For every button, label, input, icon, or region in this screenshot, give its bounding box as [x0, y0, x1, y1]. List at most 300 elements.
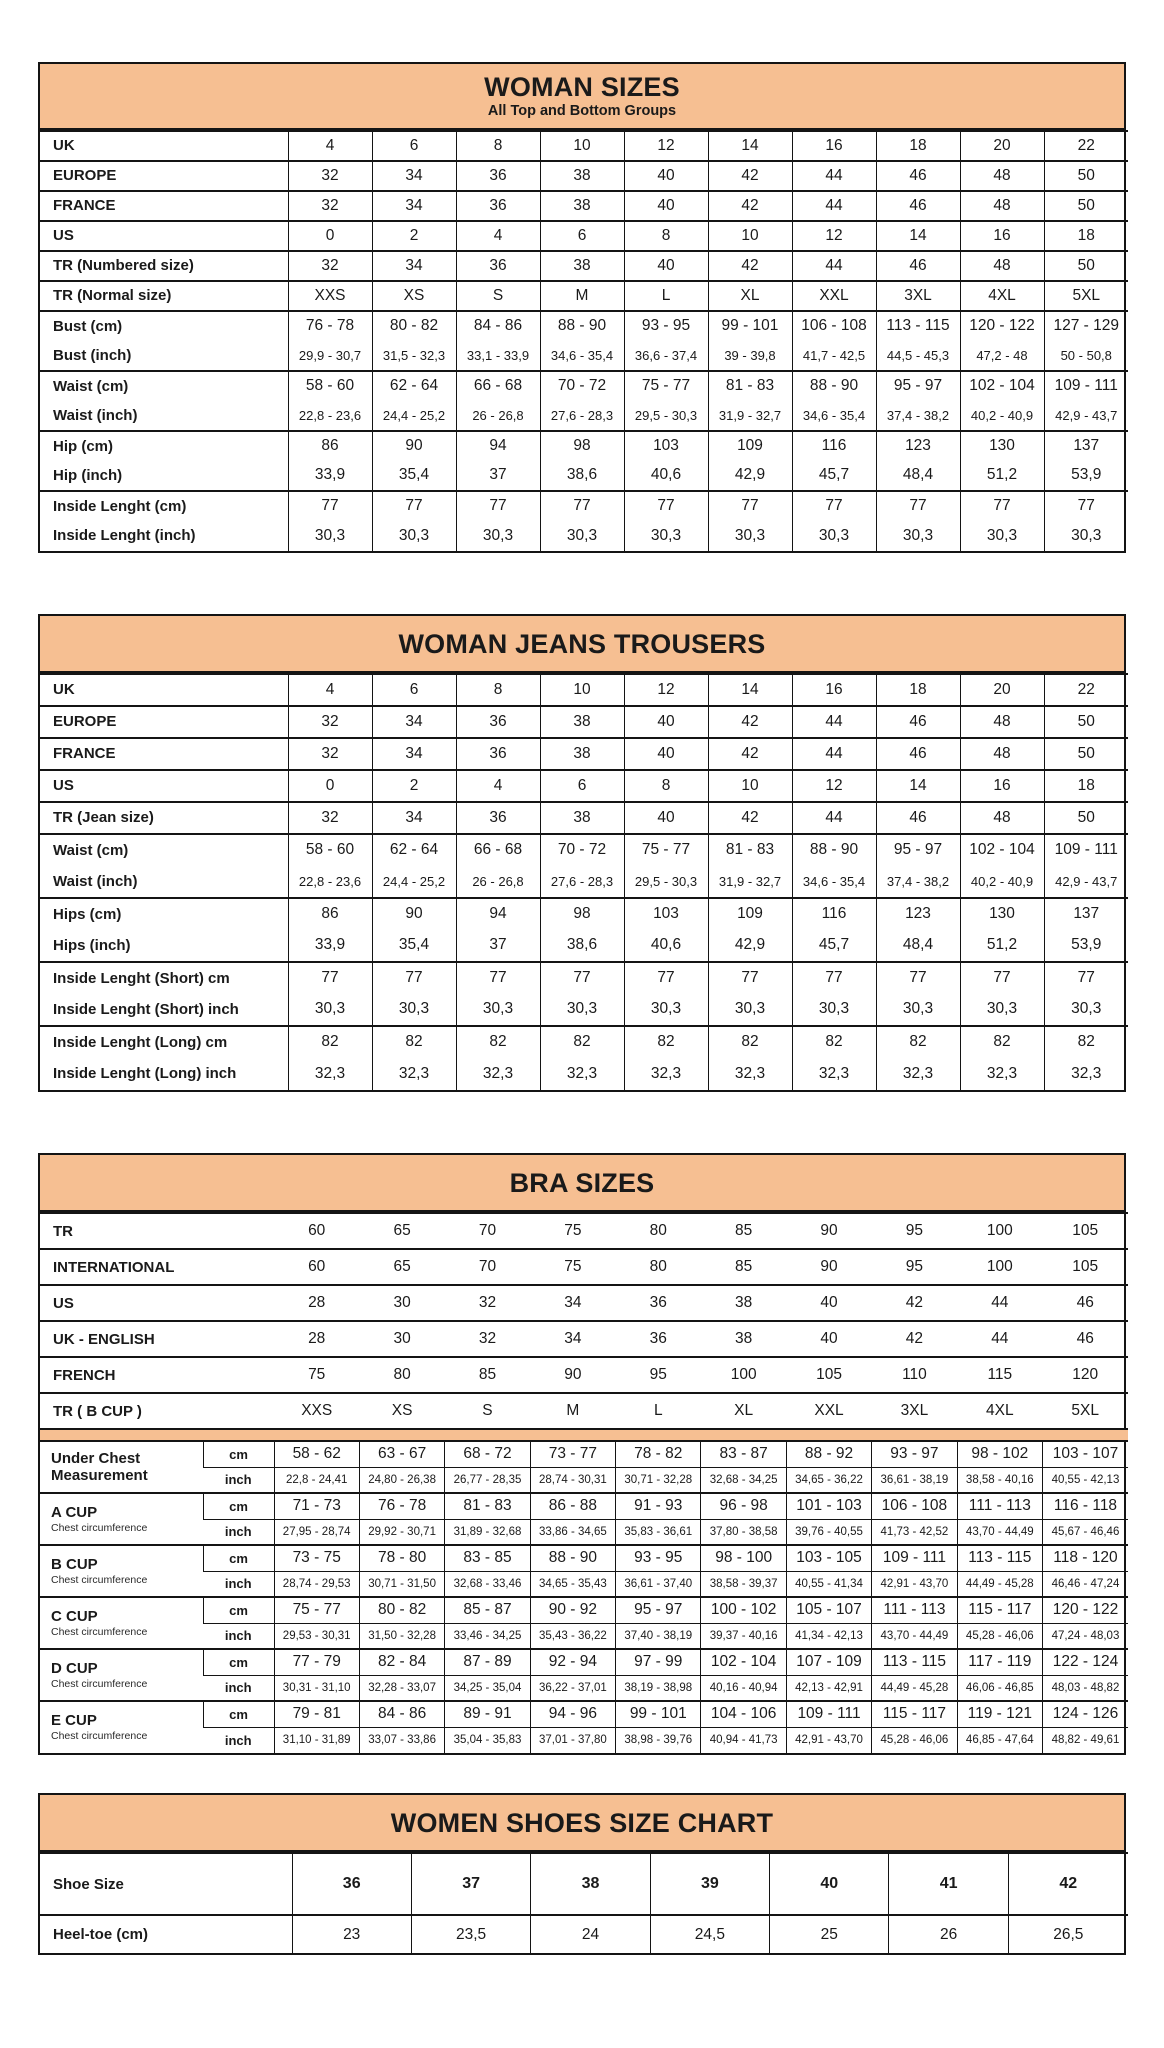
data-cell: 22	[1044, 674, 1128, 706]
data-cell: 102 - 104	[960, 834, 1044, 866]
data-cell: 16	[960, 221, 1044, 251]
data-cell: 36	[456, 706, 540, 738]
data-cell: 6	[372, 131, 456, 161]
data-cell: 80	[649, 1258, 667, 1276]
table-row	[40, 1675, 1128, 1701]
data-cell: 44	[991, 1330, 1009, 1348]
data-cell: 24,4 - 25,2	[372, 866, 456, 898]
data-cell: 109	[708, 431, 792, 461]
data-cell: 28,74 - 29,53	[274, 1571, 359, 1597]
cup-label: D CUP	[51, 1659, 98, 1677]
divider-band	[40, 1429, 1128, 1441]
data-cell: 44	[792, 161, 876, 191]
data-cell: 26 - 26,8	[456, 866, 540, 898]
data-cell: 40	[624, 706, 708, 738]
data-cell: 40	[624, 251, 708, 281]
data-cell: 30,3	[708, 521, 792, 551]
data-cell: 105	[816, 1366, 842, 1384]
data-cell: 93 - 97	[872, 1441, 957, 1467]
woman-jeans-header	[40, 616, 1124, 673]
table-row	[40, 1545, 1128, 1571]
row-label-cell: Bust (inch)	[53, 346, 132, 364]
data-cell: 137	[1044, 431, 1128, 461]
data-cell: 82	[876, 1026, 960, 1058]
data-cell: 42,13 - 42,91	[786, 1675, 871, 1701]
bra-sizes-grid	[40, 1212, 1124, 1753]
data-cell: 4XL	[986, 1402, 1014, 1420]
data-cell: 10	[540, 131, 624, 161]
data-cell: 4	[288, 674, 372, 706]
row-label-cell	[40, 1701, 203, 1753]
data-cell: 95 - 97	[616, 1597, 701, 1623]
data-cell: 42,91 - 43,70	[872, 1571, 957, 1597]
row-label-cell: Inside Lenght (cm)	[53, 497, 187, 515]
women-shoes-table	[38, 1793, 1126, 1955]
data-cell: 41	[889, 1853, 1008, 1915]
data-cell: 34,6 - 35,4	[540, 341, 624, 371]
data-cell: 45,28 - 46,06	[872, 1727, 957, 1753]
data-cell: 29,5 - 30,3	[624, 866, 708, 898]
data-cell: 34	[372, 738, 456, 770]
data-cell: 30,3	[876, 521, 960, 551]
data-cell: 40,2 - 40,9	[960, 401, 1044, 431]
data-cell: 94	[456, 898, 540, 930]
data-cell: 44	[792, 251, 876, 281]
row-label-cell	[40, 1545, 203, 1597]
data-cell: 109 - 111	[786, 1701, 871, 1727]
data-cell: 38,58 - 40,16	[957, 1467, 1042, 1493]
data-cell: 95	[905, 1258, 924, 1276]
data-cell: 48	[960, 738, 1044, 770]
data-cell: XXS	[301, 1402, 333, 1420]
data-cell: 38	[540, 706, 624, 738]
data-cell: 65	[393, 1258, 411, 1276]
data-cell: 106 - 108	[872, 1493, 957, 1519]
table-row	[40, 341, 1128, 371]
table-row	[40, 1393, 1128, 1429]
data-cell: 5XL	[1044, 281, 1128, 311]
data-cell: 90	[372, 898, 456, 930]
data-cell: 46,46 - 47,24	[1043, 1571, 1128, 1597]
data-cell: 36	[649, 1294, 667, 1312]
data-cell: 82	[960, 1026, 1044, 1058]
data-cell: 34	[372, 706, 456, 738]
data-cell: S	[456, 281, 540, 311]
table-row	[40, 1853, 1128, 1915]
data-cell: 30,3	[1044, 521, 1128, 551]
data-cell: 77	[876, 962, 960, 994]
data-cell: 30,31 - 31,10	[274, 1675, 359, 1701]
row-label-cell: TR (Jean size)	[53, 809, 154, 827]
data-cell: 77	[288, 491, 372, 521]
row-label-cell: Hips (cm)	[53, 905, 122, 923]
data-cell: 16	[792, 131, 876, 161]
data-cell: 40	[624, 191, 708, 221]
cup-sublabel: Chest circumference	[51, 1625, 148, 1638]
table-row	[40, 1519, 1128, 1545]
row-label-cell	[40, 1441, 203, 1493]
bra-sizes-header	[40, 1155, 1124, 1212]
data-cell: 65	[393, 1222, 411, 1240]
data-cell: 88 - 92	[786, 1441, 871, 1467]
row-label-cell: Waist (cm)	[53, 841, 129, 859]
data-cell: 85 - 87	[445, 1597, 530, 1623]
table-row	[40, 1026, 1128, 1058]
data-cell: 123	[876, 898, 960, 930]
data-cell: 12	[624, 674, 708, 706]
table-row	[40, 706, 1128, 738]
data-cell: 30,3	[540, 994, 624, 1026]
data-cell: 14	[876, 770, 960, 802]
data-cell: 35,04 - 35,83	[445, 1727, 530, 1753]
cup-label: B CUP	[51, 1555, 98, 1573]
data-cell: 31,5 - 32,3	[372, 341, 456, 371]
row-label-cell: UK	[53, 137, 75, 155]
data-cell: 90	[820, 1222, 838, 1240]
data-cell: 95	[649, 1366, 667, 1384]
data-cell: 109 - 111	[1044, 834, 1128, 866]
data-cell: 90 - 92	[530, 1597, 615, 1623]
data-cell: 8	[456, 674, 540, 706]
data-cell: 50	[1044, 706, 1128, 738]
table-row	[40, 491, 1128, 521]
data-cell: 94	[456, 431, 540, 461]
data-cell: 77	[960, 962, 1044, 994]
data-cell: 34,25 - 35,04	[445, 1675, 530, 1701]
data-cell: 32	[288, 738, 372, 770]
row-label-cell: Shoe Size	[53, 1875, 124, 1893]
row-label-cell: Inside Lenght (Short) inch	[53, 1000, 239, 1018]
data-cell: 79 - 81	[274, 1701, 359, 1727]
data-cell: 98 - 100	[701, 1545, 786, 1571]
data-cell: 77	[540, 962, 624, 994]
data-cell: 34	[564, 1294, 582, 1312]
data-cell: 101 - 103	[786, 1493, 871, 1519]
data-cell: 36,6 - 37,4	[624, 341, 708, 371]
data-cell: 50	[1044, 802, 1128, 834]
data-cell: 77	[1044, 962, 1128, 994]
data-cell: 28	[308, 1294, 326, 1312]
data-cell: L	[653, 1402, 663, 1420]
data-cell: 33,07 - 33,86	[359, 1727, 444, 1753]
data-cell: 115 - 117	[872, 1701, 957, 1727]
data-cell: 42,91 - 43,70	[786, 1727, 871, 1753]
data-cell: 113 - 115	[872, 1649, 957, 1675]
data-cell: 39,37 - 40,16	[701, 1623, 786, 1649]
woman-sizes-table	[38, 62, 1126, 553]
data-cell: 41,73 - 42,52	[872, 1519, 957, 1545]
table-row	[40, 1623, 1128, 1649]
data-cell: 30,3	[708, 994, 792, 1026]
unit-cell: inch	[203, 1571, 274, 1597]
data-cell: 77	[624, 491, 708, 521]
data-cell: 44,49 - 45,28	[957, 1571, 1042, 1597]
data-cell: 80 - 82	[372, 311, 456, 341]
data-cell: 51,2	[960, 930, 1044, 962]
data-cell: 38	[540, 738, 624, 770]
data-cell: 70 - 72	[540, 371, 624, 401]
woman-jeans-grid	[40, 673, 1124, 1090]
data-cell: 10	[708, 770, 792, 802]
row-label-cell: Inside Lenght (Long) cm	[53, 1033, 228, 1051]
data-cell: 24	[531, 1915, 650, 1953]
data-cell: 37	[456, 930, 540, 962]
data-cell: 73 - 75	[274, 1545, 359, 1571]
data-cell: XL	[708, 281, 792, 311]
data-cell: 81 - 83	[708, 371, 792, 401]
data-cell: 86 - 88	[530, 1493, 615, 1519]
data-cell: 42	[708, 802, 792, 834]
data-cell: 27,6 - 28,3	[540, 866, 624, 898]
row-label-cell	[40, 1597, 203, 1649]
data-cell: 130	[960, 898, 1044, 930]
woman-jeans-trousers-table	[38, 614, 1126, 1092]
table-row	[40, 131, 1128, 161]
data-cell: 14	[708, 131, 792, 161]
data-cell: 40	[820, 1330, 838, 1348]
data-cell: 34,6 - 35,4	[792, 866, 876, 898]
data-cell: 92 - 94	[530, 1649, 615, 1675]
data-cell: 30,3	[624, 521, 708, 551]
data-cell: 38	[735, 1294, 753, 1312]
data-cell: 58 - 60	[288, 371, 372, 401]
data-cell: 48	[960, 706, 1044, 738]
data-cell: 35,4	[372, 930, 456, 962]
table-row	[40, 738, 1128, 770]
data-cell: 115 - 117	[957, 1597, 1042, 1623]
data-cell: 34	[372, 191, 456, 221]
table-row	[40, 431, 1128, 461]
data-cell: 75 - 77	[274, 1597, 359, 1623]
row-label-cell: Inside Lenght (inch)	[53, 527, 196, 545]
data-cell: 40,6	[624, 461, 708, 491]
women-shoes-header	[40, 1795, 1124, 1852]
data-cell: 38,6	[540, 930, 624, 962]
data-cell: 38,98 - 39,76	[616, 1727, 701, 1753]
woman-sizes-grid	[40, 130, 1124, 551]
table-row	[40, 1597, 1128, 1623]
data-cell: 124 - 126	[1043, 1701, 1128, 1727]
data-cell: 18	[876, 131, 960, 161]
data-cell: 42,9 - 43,7	[1044, 401, 1128, 431]
data-cell: 32,68 - 34,25	[701, 1467, 786, 1493]
data-cell: 75 - 77	[624, 371, 708, 401]
data-cell: 42	[1008, 1853, 1127, 1915]
data-cell: 103 - 105	[786, 1545, 871, 1571]
data-cell: 44	[792, 738, 876, 770]
table-row	[40, 1571, 1128, 1597]
data-cell: 32	[478, 1294, 497, 1312]
data-cell: 50 - 50,8	[1044, 341, 1128, 371]
table-row	[40, 802, 1128, 834]
data-cell: 30,3	[372, 994, 456, 1026]
data-cell: 123	[876, 431, 960, 461]
data-cell: 90	[820, 1258, 838, 1276]
data-cell: 100	[986, 1222, 1013, 1240]
data-cell: 26 - 26,8	[456, 401, 540, 431]
data-cell: 89 - 91	[445, 1701, 530, 1727]
data-cell: 96 - 98	[701, 1493, 786, 1519]
data-cell: 85	[735, 1222, 753, 1240]
data-cell: 8	[456, 131, 540, 161]
data-cell: 31,9 - 32,7	[708, 866, 792, 898]
data-cell: 120	[1072, 1366, 1099, 1384]
data-cell: 63 - 67	[359, 1441, 444, 1467]
data-cell: 2	[372, 770, 456, 802]
data-cell: 37	[456, 461, 540, 491]
data-cell: 30,3	[288, 994, 372, 1026]
data-cell: 23	[292, 1915, 411, 1953]
row-label-cell	[40, 1649, 203, 1701]
data-cell: 70 - 72	[540, 834, 624, 866]
row-label-cell: Waist (cm)	[53, 377, 129, 395]
row-label-cell: Waist (inch)	[53, 872, 138, 890]
table-row	[40, 1321, 1128, 1357]
data-cell: 6	[540, 221, 624, 251]
data-cell: 102 - 104	[960, 371, 1044, 401]
data-cell: 18	[1044, 770, 1128, 802]
data-cell: 42	[905, 1294, 924, 1312]
data-cell: 30,3	[792, 994, 876, 1026]
data-cell: 82	[624, 1026, 708, 1058]
data-cell: 32,3	[876, 1058, 960, 1090]
data-cell: 75	[564, 1222, 582, 1240]
data-cell: 53,9	[1044, 930, 1128, 962]
data-cell: 4XL	[960, 281, 1044, 311]
data-cell: 95 - 97	[876, 371, 960, 401]
data-cell: 76 - 78	[359, 1493, 444, 1519]
data-cell: 87 - 89	[445, 1649, 530, 1675]
data-cell: 34	[372, 802, 456, 834]
data-cell: 48,03 - 48,82	[1043, 1675, 1128, 1701]
table-row	[40, 1701, 1128, 1727]
data-cell: 12	[792, 770, 876, 802]
data-cell: 51,2	[960, 461, 1044, 491]
data-cell: 44	[991, 1294, 1009, 1312]
table-row	[40, 994, 1128, 1026]
data-cell: 40	[770, 1853, 889, 1915]
unit-cell: inch	[203, 1675, 274, 1701]
data-cell: 44,49 - 45,28	[872, 1675, 957, 1701]
data-cell: 30,3	[792, 521, 876, 551]
data-cell: 45,28 - 46,06	[957, 1623, 1042, 1649]
row-label-cell: Inside Lenght (Long) inch	[53, 1065, 237, 1083]
row-label-cell	[40, 1493, 203, 1545]
data-cell: 98 - 102	[957, 1441, 1042, 1467]
cup-sublabel: Chest circumference	[51, 1573, 148, 1586]
unit-cell: cm	[203, 1597, 274, 1623]
cup-sublabel: Chest circumference	[51, 1677, 148, 1690]
data-cell: 34	[372, 251, 456, 281]
data-cell: 82	[456, 1026, 540, 1058]
size-table	[40, 130, 1128, 551]
data-cell: 38	[540, 251, 624, 281]
data-cell: 29,53 - 30,31	[274, 1623, 359, 1649]
data-cell: 37,40 - 38,19	[616, 1623, 701, 1649]
data-cell: 97 - 99	[616, 1649, 701, 1675]
data-cell: 31,89 - 32,68	[445, 1519, 530, 1545]
data-cell: 48,82 - 49,61	[1043, 1727, 1128, 1753]
data-cell: 100	[986, 1258, 1013, 1276]
data-cell: 40	[624, 802, 708, 834]
data-cell: 24,5	[650, 1915, 769, 1953]
data-cell: 38	[540, 802, 624, 834]
data-cell: 77	[456, 962, 540, 994]
data-cell: XL	[734, 1402, 754, 1420]
data-cell: 127 - 129	[1044, 311, 1128, 341]
data-cell: 32,3	[708, 1058, 792, 1090]
table-row	[40, 962, 1128, 994]
data-cell: 109	[708, 898, 792, 930]
data-cell: 130	[960, 431, 1044, 461]
data-cell: 105 - 107	[786, 1597, 871, 1623]
data-cell: 34,65 - 35,43	[530, 1571, 615, 1597]
data-cell: XXL	[814, 1402, 844, 1420]
data-cell: 42,9	[708, 461, 792, 491]
data-cell: XS	[372, 281, 456, 311]
data-cell: 30,3	[456, 994, 540, 1026]
data-cell: 115	[987, 1366, 1013, 1384]
data-cell: 32,3	[456, 1058, 540, 1090]
table-row	[40, 770, 1128, 802]
data-cell: 120 - 122	[960, 311, 1044, 341]
data-cell: 70	[478, 1222, 497, 1240]
data-cell: S	[482, 1402, 493, 1420]
row-label-cell: Bust (cm)	[53, 317, 123, 335]
data-cell: 90	[564, 1366, 582, 1384]
bra-sizes-table	[38, 1153, 1126, 1755]
data-cell: 2	[372, 221, 456, 251]
data-cell: 28	[308, 1330, 326, 1348]
data-cell: 29,5 - 30,3	[624, 401, 708, 431]
table-subtitle: All Top and Bottom Groups	[487, 103, 677, 120]
data-cell: 36	[292, 1853, 411, 1915]
data-cell: 28,74 - 30,31	[530, 1467, 615, 1493]
table-title: WOMEN SHOES SIZE CHART	[390, 1808, 774, 1839]
data-cell: 44,5 - 45,3	[876, 341, 960, 371]
data-cell: 3XL	[876, 281, 960, 311]
data-cell: 116 - 118	[1043, 1493, 1128, 1519]
data-cell: 38,19 - 38,98	[616, 1675, 701, 1701]
data-cell: 88 - 90	[792, 834, 876, 866]
data-cell: 30	[393, 1330, 411, 1348]
table-row	[40, 1357, 1128, 1393]
data-cell: 46	[876, 706, 960, 738]
data-cell: 82	[792, 1026, 876, 1058]
data-cell: 41,7 - 42,5	[792, 341, 876, 371]
data-cell: 22,8 - 23,6	[288, 866, 372, 898]
data-cell: 46	[1076, 1330, 1094, 1348]
data-cell: 76 - 78	[288, 311, 372, 341]
data-cell: 38,58 - 39,37	[701, 1571, 786, 1597]
row-label-cell: EUROPE	[53, 713, 117, 731]
data-cell: 4	[288, 131, 372, 161]
data-cell: 88 - 90	[540, 311, 624, 341]
data-cell: 22	[1044, 131, 1128, 161]
data-cell: 105	[1072, 1222, 1099, 1240]
data-cell: 26,77 - 28,35	[445, 1467, 530, 1493]
data-cell: 37,4 - 38,2	[876, 401, 960, 431]
data-cell: 6	[540, 770, 624, 802]
table-row	[40, 371, 1128, 401]
data-cell: 100	[730, 1366, 757, 1384]
data-cell: 82	[708, 1026, 792, 1058]
data-cell: 48	[960, 802, 1044, 834]
data-cell: 75 - 77	[624, 834, 708, 866]
cup-label: E CUP	[51, 1712, 97, 1730]
data-cell: XXS	[288, 281, 372, 311]
data-cell: 30,71 - 32,28	[616, 1467, 701, 1493]
